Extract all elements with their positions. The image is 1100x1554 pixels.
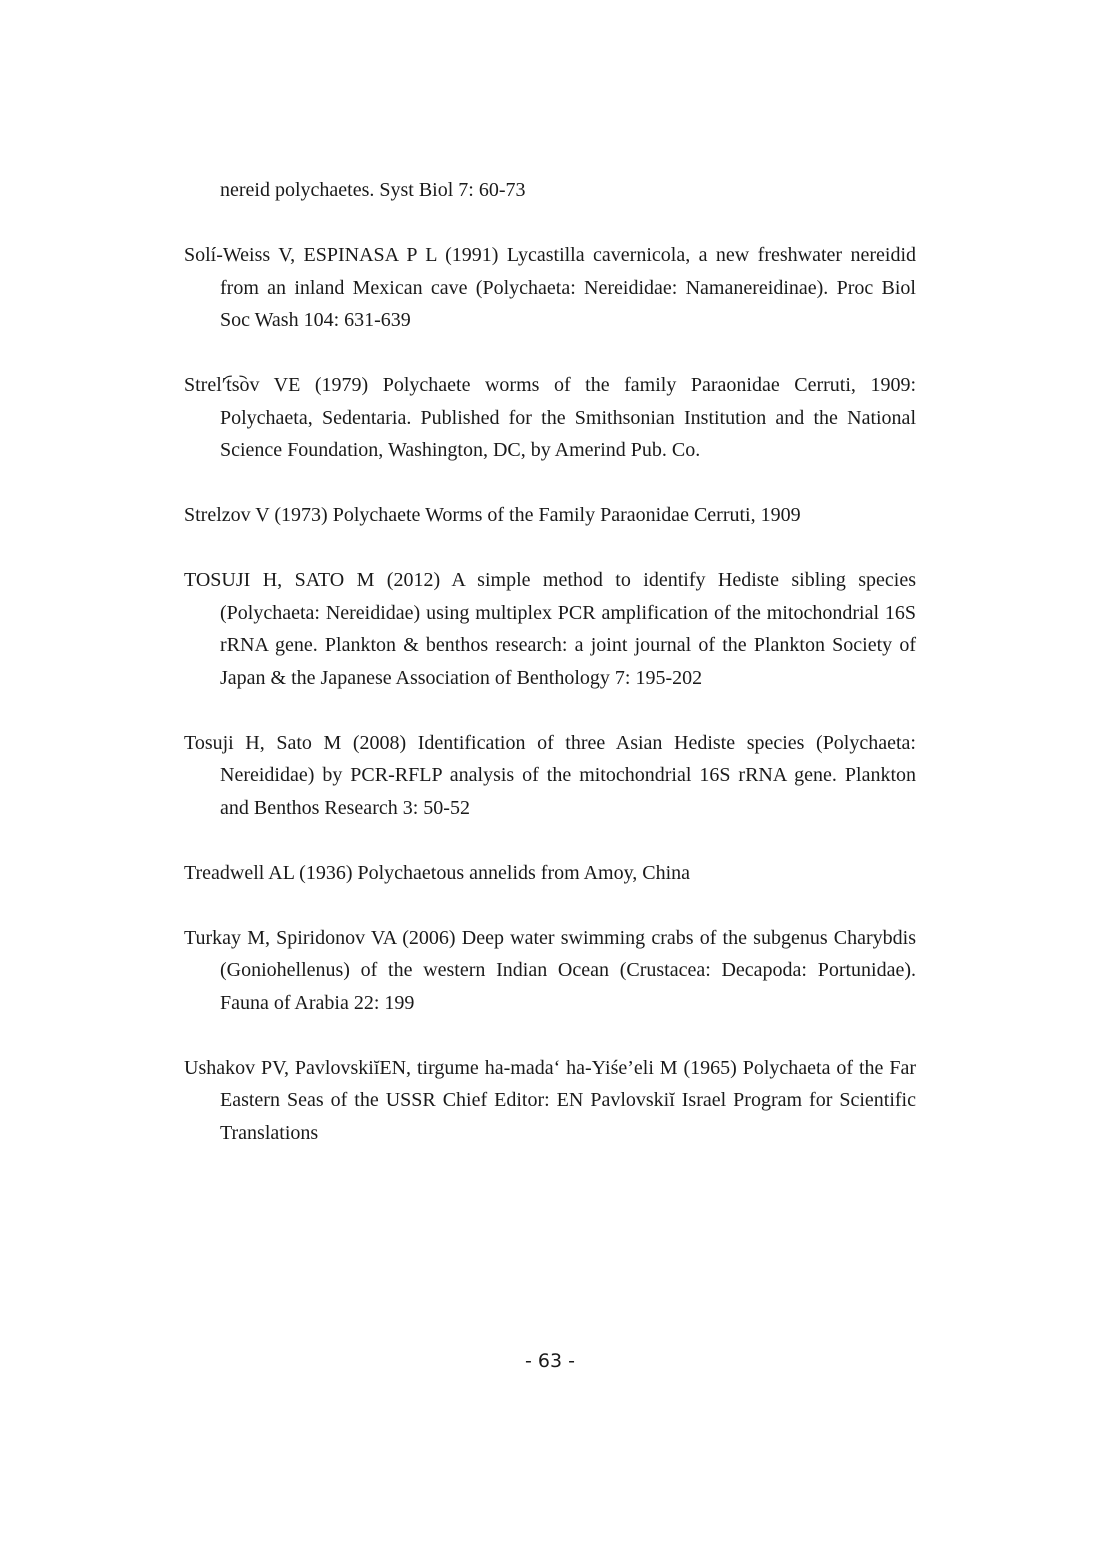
reference-item: Strel′t︠s︡ov VE (1979) Polychaete worms of the family Paraonidae Cerruti, 1909: Polychaeta, Sedentaria. Published for the Smithsonian Institution and the National Science Foundation, Washington, DC, by Amerind Pub. Co. (184, 374, 916, 461)
reference-item: Ushakov PV, PavlovskiĭEN, tirgume ha-mada‘ ha-Yiśe’eli M (1965) Polychaeta of the Far Eastern Seas of the USSR Chief Editor: EN Pavlovskiĭ Israel Program for Scientific Translations (184, 1056, 916, 1144)
reference-item: TOSUJI H, SATO M (2012) A simple method to identify Hediste sibling species (Polychaeta: Nereididae) using multiplex PCR amplification of the mitochondrial 16S rRNA gene. Plankton & benthos research: a joint journal of the Plankton Society of Japan & the Japanese Association of Benthology 7: 195-202 (184, 569, 916, 689)
reference-item: Tosuji H, Sato M (2008) Identification of three Asian Hediste species (Polychaeta: Nereididae) by PCR-RFLP analysis of the mitochondrial 16S rRNA gene. Plankton and Benthos Research 3: 50-52 (184, 731, 916, 819)
reference-item: nereid polychaetes. Syst Biol 7: 60-73 (220, 179, 526, 201)
reference-list (184, 174, 916, 1182)
reference-item: Turkay M, Spiridonov VA (2006) Deep water swimming crabs of the subgenus Charybdis (Goniohellenus) of the western Indian Ocean (Crustacea: Decapoda: Portunidae). Fauna of Arabia 22: 199 (184, 926, 916, 1014)
reference-item: Strelzov V (1973) Polychaete Worms of the Family Paraonidae Cerruti, 1909 (184, 504, 801, 526)
page-number: - 63 - (525, 1350, 575, 1372)
reference-item: Treadwell AL (1936) Polychaetous annelids from Amoy, China (184, 861, 691, 884)
reference-item: Solí-Weiss V, ESPINASA P L (1991) Lycastilla cavernicola, a new freshwater nereidid from an inland Mexican cave (Polychaeta: Nereididae: Namanereidinae). Proc Biol Soc Wash 104: 631-639 (184, 244, 916, 331)
